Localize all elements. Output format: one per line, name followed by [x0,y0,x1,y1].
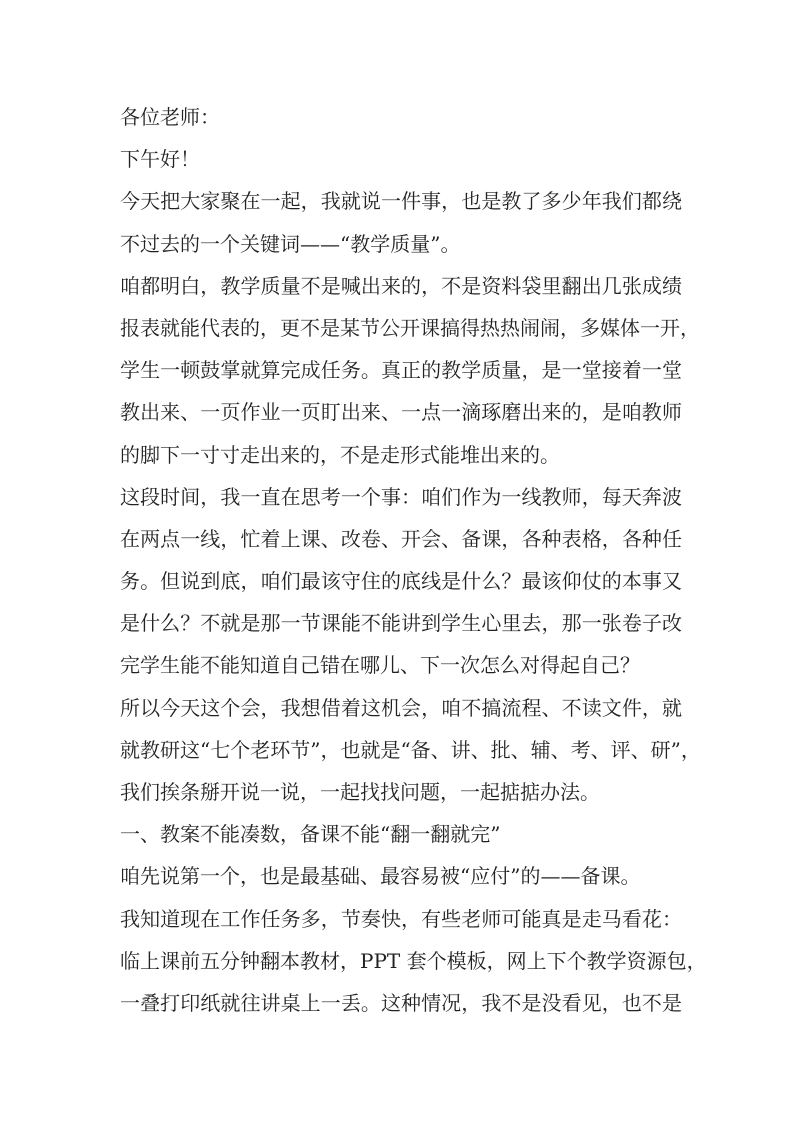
text-line: 这段时间，我一直在思考一个事：咱们作为一线教师，每天奔波 [120,484,682,509]
text-line: 咱都明白，教学质量不是喊出来的，不是资料袋里翻出几张成绩 [120,273,682,298]
text-line: 临上课前五分钟翻本教材，PPT 套个模板，网上下个教学资源包， [120,948,707,973]
text-line: 报表就能代表的，更不是某节公开课搞得热热闹闹，多媒体一开， [120,315,700,340]
text-line: 今天把大家聚在一起，我就说一件事，也是教了多少年我们都绕 [120,189,682,214]
text-line: 我们挨条掰开说一说，一起找找问题，一起掂掂办法。 [120,780,600,804]
text-line: 各位老师： [120,105,220,129]
section-heading: 一、教案不能凑数，备课不能“翻一翻就完” [120,822,501,847]
text-line: 所以今天这个会，我想借着这机会，咱不搞流程、不读文件，就 [120,695,682,720]
text-line: 教出来、一页作业一页盯出来、一点一滴琢磨出来的，是咱教师 [120,400,682,425]
text-line: 一叠打印纸就往讲桌上一丢。这种情况，我不是没看见，也不是 [120,990,682,1015]
text-line: 在两点一线，忙着上课、改卷、开会、备课，各种表格，各种任 [120,526,682,551]
text-line: 就教研这“七个老环节”，也就是“备、讲、批、辅、考、评、研”， [120,737,701,762]
text-line: 下午好！ [120,147,200,172]
text-line: 咱先说第一个，也是最基础、最容易被“应付”的——备课。 [120,864,641,889]
text-line: 学生一顿鼓掌就算完成任务。真正的教学质量，是一堂接着一堂 [120,358,682,383]
text-line: 不过去的一个关键词——“教学质量”。 [120,231,461,256]
text-line: 我知道现在工作任务多，节奏快，有些老师可能真是走马看花： [120,906,682,931]
text-line: 务。但说到底，咱们最该守住的底线是什么？最该仰仗的本事又 [120,569,682,594]
document-body [120,96,707,1024]
text-line: 的脚下一寸寸走出来的，不是走形式能堆出来的。 [120,442,560,467]
text-line: 完学生能不能知道自己错在哪儿、下一次怎么对得起自己？ [120,653,640,678]
text-line: 是什么？不就是那一节课能不能讲到学生心里去，那一张卷子改 [120,611,682,636]
